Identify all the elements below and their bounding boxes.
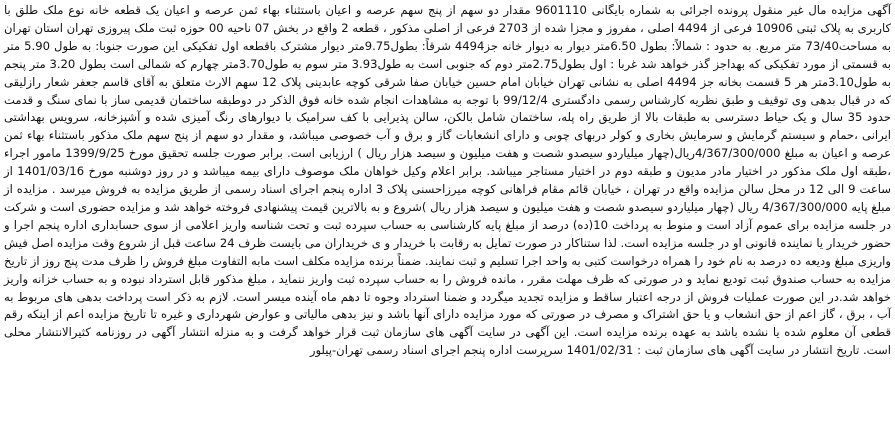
- auction-notice-text: آگهی مزایده مال غیر منقول پرونده اجرائی به شماره بایگانی 9601110 مقدار دو سهم از پنج سهم عرصه و اعیان باستثناء بهاء ثمن عرصه و اعیان یک قطعه خانه نوع ملک طلق با کاربری به پلاک ثبتی 10906 فرعی از 4494 اصلی ، مفروز و مجزا شده از 2703 فرعی از اصلی مذکور ، قطعه 2 واقع در بخش 07 ناحیه 00 حوزه ثبت ملک پیروزی تهران استان تهران به مساحت73/40 متر مربع. به حدود : شمالاً: بطول 6.50متر دیوار به دیوار خانه جز4494 شرقاً: بطول9.75متر دیوار مشترک باقطعه اول تفکیکی این صورت جنوبا: به طول 5.90 متر به قسمتی از مورد تفکیکی که بهداجز گذر خواهد شد غربا : اول بطول2.75متر دوم که جنوبی است به طول3.93 متر سوم به طول3.70متر چهارم که شمالی است بطول 3.20 متر پنجم به طول3.10متر هر 5 قسمت بخانه جز 4494 اصلی به نشانی تهران خیابان امام حسین خیابان صفا شرقی کوچه عابدینی پلاک 12 سهم الارث متعلق به آقای قاسم جعفر شعار رازلیقی که در قبال بدهی وی توقیف و طبق نظریه کارشناس رسمی دادگستری 99/12/4 با توجه به مشاهدات انجام شده خانه فوق الذکر در دوطبقه ساختمان قدیمی ساز با نمای سنگ و قدمت حدود 35 سال و یک حیاط دسترسی به طبقات بالا از طریق راه پله، ساختمان شامل بالکن، سالن پذیرایی با کف سرامیک با دیوارهای رنگ آمیزی شده و آشپزخانه، سرویس بهداشتی ایرانی ،حمام و سیستم گرمایش و سرمایش بخاری و کولر دربهای چوبی و دارای انشعابات گاز و برق و آب خصوصی میباشد، و مقدار دو سهم از پنج سهم ملک مذکور باستثناء بهاء ثمن عرصه و اعیان به مبلغ 4/367/300/000ریال(چهار میلیاردو سیصدو شصت و هفت میلیون و سیصد هزار ریال ) ارزیابی است. برابر صورت جلسه تحقیق مورخ 1399/9/25 مامور اجراء ،طبقه اول ملک مذکور در اختیار مادر مدیون و طبقه دوم در اختیار مستاجر میباشد. برابر اعلام وکیل خواهان ملک موصوف دارای بیمه میباشد و در روز دوشنبه مورخ 1401/03/16 از ساعت 9 الی 12 در محل سالن مزایده واقع در تهران ، خیابان قائم مقام فراهانی کوچه میرزاحسنی پلاک 3 اداره پنجم اجرای اسناد رسمی از طریق مزایده به فروش میرسد . مزایده از مبلغ پایه 4/367/300/000 ریال (چهار میلیاردو سیصدو شصت و هفت میلیون و سیصد هزار ریال )شروع و به بالاترین قیمت پیشنهادی فروخته خواهد شد و مزایده حضوری است و شرکت در جلسه مزایده برای عموم آزاد است و منوط به پرداخت 10(ده) درصد از مبلغ پایه کارشناسی به حساب سپرده ثبت و تحت شناسه واریز اعلامی از سوی حسابداری اداره پنجم اجرا و حضور خریدار یا نماینده قانونی او در جلسه مزایده است. لذا ستناکار در صورت تمایل به رقابت با خریدار و ی خریداران می بایست ظرف 24 ساعت قبل از شروع وقت مزایده اصل فیش واریزی مبلغ ودیعه ده درصد به نام خود را همراه درخواست کتبی به واحد اجرا تسلیم و ثبت نمایند. ضمناً برنده مزایده مکلف است مابه التفاوت مبلغ فروش را ظرف مدت پنج روز از تاریخ مزایده به حساب صندوق ثبت تودیع نماید و در صورتی که ظرف مهلت مقرر ، مانده فروش را به حساب سپرده ثبت واریز ننماید ، مبلغ مذکور قابل استرداد نبوده و به حساب خزانه واریز خواهد شد.در این صورت عملیات فروش از درجه اعتبار ساقط و مزایده تجدید میگردد و ضمنا استرداد وجوه تا دهم ماه آینده میسر است. لازم به ذکر است پرداخت بدهی های مربوط به آب ، برق ، گاز اعم از حق انشعاب و یا حق اشتراک و مصرف در صورتی که مورد مزایده دارای آنها باشد و نیز بدهی مالیاتی و عوارض شهرداری و غیره تا تاریخ مزایده اعم از اینکه رقم قطعی آن معلوم شده یا نشده باشد به عهده برنده مزایده است. این آگهی در سایت آگهی های سازمان ثبت قرار خواهد گرفت و به منزله انتشار آگهی در روزنامه کثیرالانتشار محلی است. تاریخ انتشار در سایت آگهی های سازمان ثبت : 1401/02/31 سرپرست اداره پنجم اجرای اسناد رسمی تهران-پیلور: [3, 3, 892, 358]
